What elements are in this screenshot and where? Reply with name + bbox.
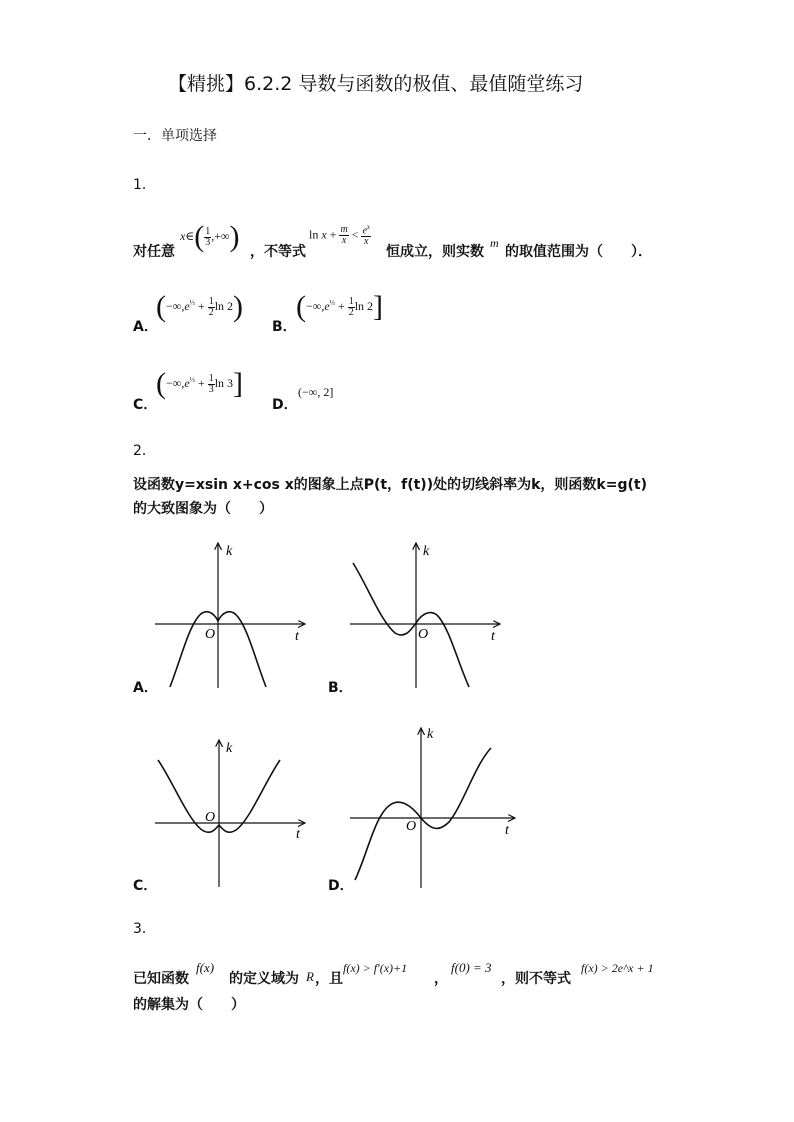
axis-label-t: t	[296, 827, 300, 842]
q3-domain-R: R	[306, 969, 314, 984]
q1-text-d: 的取值范围为（ ）．	[505, 244, 652, 260]
q1-option-a-label: A．	[133, 319, 158, 335]
q3-text-c: ，且	[315, 971, 343, 987]
q1-text-b: ，不等式	[250, 244, 306, 260]
q3-comma: ，	[434, 971, 448, 987]
axis-label-t: t	[505, 823, 509, 838]
q3-number: 3．	[133, 921, 156, 937]
q2-graph-b	[345, 535, 515, 695]
curve	[353, 563, 469, 687]
axis-label-k: k	[427, 727, 434, 742]
q1-option-d-label: D．	[272, 397, 298, 413]
q2-line2: 的大致图象为（ ）	[133, 501, 273, 517]
origin-label: O	[205, 627, 216, 642]
q2-graph-a	[150, 535, 320, 695]
q3-line2: 的解集为（ ）	[133, 997, 245, 1013]
axis-label-k: k	[423, 544, 430, 559]
q2-option-c-label: C．	[133, 878, 158, 894]
curve	[355, 748, 491, 880]
q3-condition-1: f(x) > f′(x)+1	[343, 961, 408, 975]
q1-option-c-label: C．	[133, 397, 158, 413]
axis-label-t: t	[491, 629, 495, 644]
q1-number: 1．	[133, 177, 156, 193]
q3-condition-2: f(0) = 3	[451, 960, 492, 975]
q1-var-m: m	[490, 236, 499, 250]
section-heading: 一．单项选择	[133, 128, 217, 144]
q3-text-b: 的定义域为	[229, 971, 299, 987]
q1-inequality: ln x + $\frac{m}{x}$ < $\frac{e^x}{x}$	[309, 223, 371, 248]
q3-fx: f(x)	[196, 960, 215, 975]
q1-text-c: 恒成立，则实数	[386, 244, 484, 260]
axis-label-k: k	[226, 544, 233, 559]
page-title: 【精挑】6.2.2 导数与函数的极值、最值随堂练习	[168, 73, 584, 95]
axis-label-k: k	[226, 741, 233, 756]
origin-label: O	[205, 810, 216, 825]
axis-label-t: t	[295, 629, 299, 644]
q3-text-a: 已知函数	[133, 971, 189, 987]
q3-text-d: ，则不等式	[501, 971, 571, 987]
q2-number: 2．	[133, 443, 156, 459]
q3-inequality: f(x) > 2e^x + 1	[581, 961, 654, 975]
q1-text-a: 对任意	[133, 244, 175, 260]
origin-label: O	[418, 627, 429, 642]
q1-option-b: ($-\infty,e^{\frac{1}{3}}$ + $\frac{1}{2}$ ln 2]	[296, 290, 384, 323]
q1-option-b-label: B．	[272, 319, 297, 335]
q2-option-d-label: D．	[328, 878, 354, 894]
q2-option-a-label: A．	[133, 680, 158, 696]
origin-label: O	[406, 819, 417, 834]
q1-option-d: (−∞, 2]	[298, 385, 334, 399]
q1-option-c: ($-\infty,e^{\frac{1}{3}}$ + $\frac{1}{3}$ ln 3]	[156, 367, 244, 400]
q2-graph-d	[345, 720, 525, 895]
q2-option-b-label: B．	[328, 680, 353, 696]
q2-graph-c	[150, 735, 320, 895]
q2-line1: 设函数y=xsin x+cos x的图象上点P(t，f(t))处的切线斜率为k，则函数k=g(t)	[133, 477, 647, 493]
q1-option-a: ($-\infty,e^{\frac{1}{3}}$ + $\frac{1}{2}$ ln 2)	[156, 290, 244, 323]
q1-condition: x∈( $\frac{1}{3}$ ,+∞)	[180, 220, 240, 253]
